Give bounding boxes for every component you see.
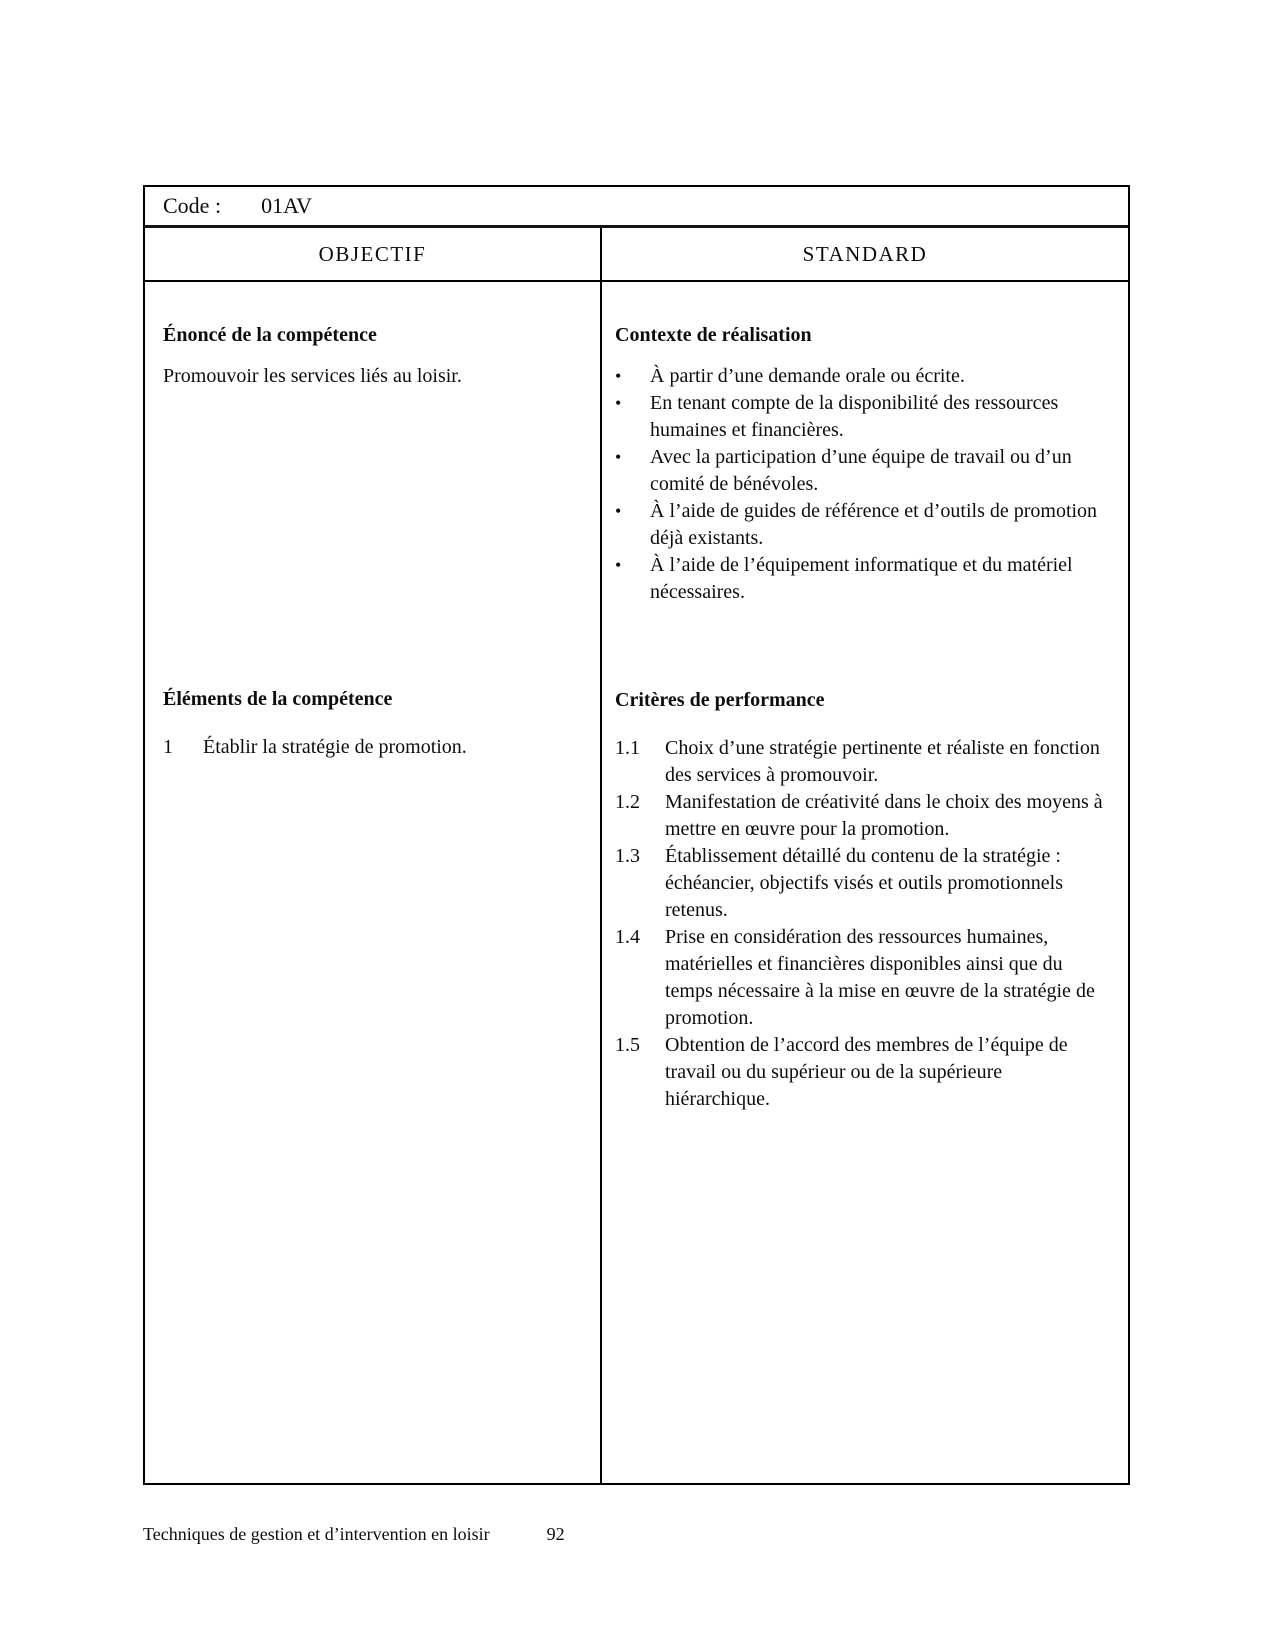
- criterion-number: 1.1: [615, 737, 640, 759]
- column-header-row: [145, 228, 1128, 282]
- context-bullet-list: [615, 363, 1108, 606]
- bullet-text: À l’aide de l’équipement informatique et du matériel nécessaires.: [650, 554, 1073, 603]
- criteres-list: [615, 735, 1108, 1113]
- context-bullet: [615, 498, 1108, 552]
- bullet-icon: •: [615, 393, 622, 413]
- footer-title: Techniques de gestion et d’intervention en loisir: [143, 1524, 490, 1544]
- page-number: 92: [546, 1524, 565, 1544]
- context-bullet: [615, 552, 1108, 606]
- bullet-icon: •: [615, 555, 622, 575]
- code-label: Code :: [163, 193, 222, 218]
- contexte-heading: Contexte de réalisation: [615, 324, 812, 346]
- context-bullet: [615, 444, 1108, 498]
- competency-table: [143, 185, 1130, 1485]
- standard-header: STANDARD: [802, 241, 928, 266]
- criterion-text: Prise en considération des ressources humaines, matérielles et financières disponibles ainsi que du temps nécessaire à la mise en œuvre de la stratégie de promotion.: [665, 926, 1095, 1029]
- enonce-heading: Énoncé de la compétence: [163, 324, 377, 346]
- criteres-heading: Critères de performance: [615, 689, 825, 711]
- criterion-text: Manifestation de créativité dans le choix des moyens à mettre en œuvre pour la promotion.: [665, 791, 1103, 840]
- criterion-text: Choix d’une stratégie pertinente et réaliste en fonction des services à promouvoir.: [665, 737, 1100, 786]
- criterion-number: 1.3: [615, 845, 640, 867]
- table-body: [145, 282, 1128, 1483]
- performance-criterion: [615, 735, 1108, 789]
- code-row: [145, 187, 1128, 228]
- bullet-text: Avec la participation d’une équipe de travail ou d’un comité de bénévoles.: [650, 446, 1072, 495]
- criterion-text: Obtention de l’accord des membres de l’équipe de travail ou du supérieur ou de la supérieure hiérarchique.: [665, 1034, 1068, 1110]
- element-number: 1: [163, 736, 173, 758]
- element-text: Établir la stratégie de promotion.: [203, 736, 467, 758]
- element-item: [163, 734, 574, 761]
- code-value: 01AV: [261, 193, 313, 218]
- objectif-header: OBJECTIF: [145, 228, 602, 280]
- bullet-icon: •: [615, 366, 622, 386]
- enonce-text: Promouvoir les services liés au loisir.: [163, 365, 462, 387]
- performance-criterion: [615, 1032, 1108, 1113]
- performance-criterion: [615, 924, 1108, 1032]
- performance-criterion: [615, 789, 1108, 843]
- bullet-icon: •: [615, 447, 622, 467]
- standard-column: [602, 282, 1128, 1483]
- page-footer: [143, 1524, 565, 1545]
- criterion-number: 1.4: [615, 926, 640, 948]
- bullet-icon: •: [615, 501, 622, 521]
- bullet-text: À partir d’une demande orale ou écrite.: [650, 365, 965, 387]
- criterion-number: 1.5: [615, 1034, 640, 1056]
- elements-list: [163, 734, 574, 761]
- objectif-column: [145, 282, 602, 1483]
- bullet-text: À l’aide de guides de référence et d’outils de promotion déjà existants.: [650, 500, 1098, 549]
- bullet-text: En tenant compte de la disponibilité des ressources humaines et financières.: [650, 392, 1059, 441]
- context-bullet: [615, 390, 1108, 444]
- performance-criterion: [615, 843, 1108, 924]
- context-bullet: [615, 363, 1108, 390]
- elements-heading: Éléments de la compétence: [163, 688, 393, 710]
- criterion-number: 1.2: [615, 791, 640, 813]
- criterion-text: Établissement détaillé du contenu de la stratégie : échéancier, objectifs visés et outils promotionnels retenus.: [665, 845, 1063, 921]
